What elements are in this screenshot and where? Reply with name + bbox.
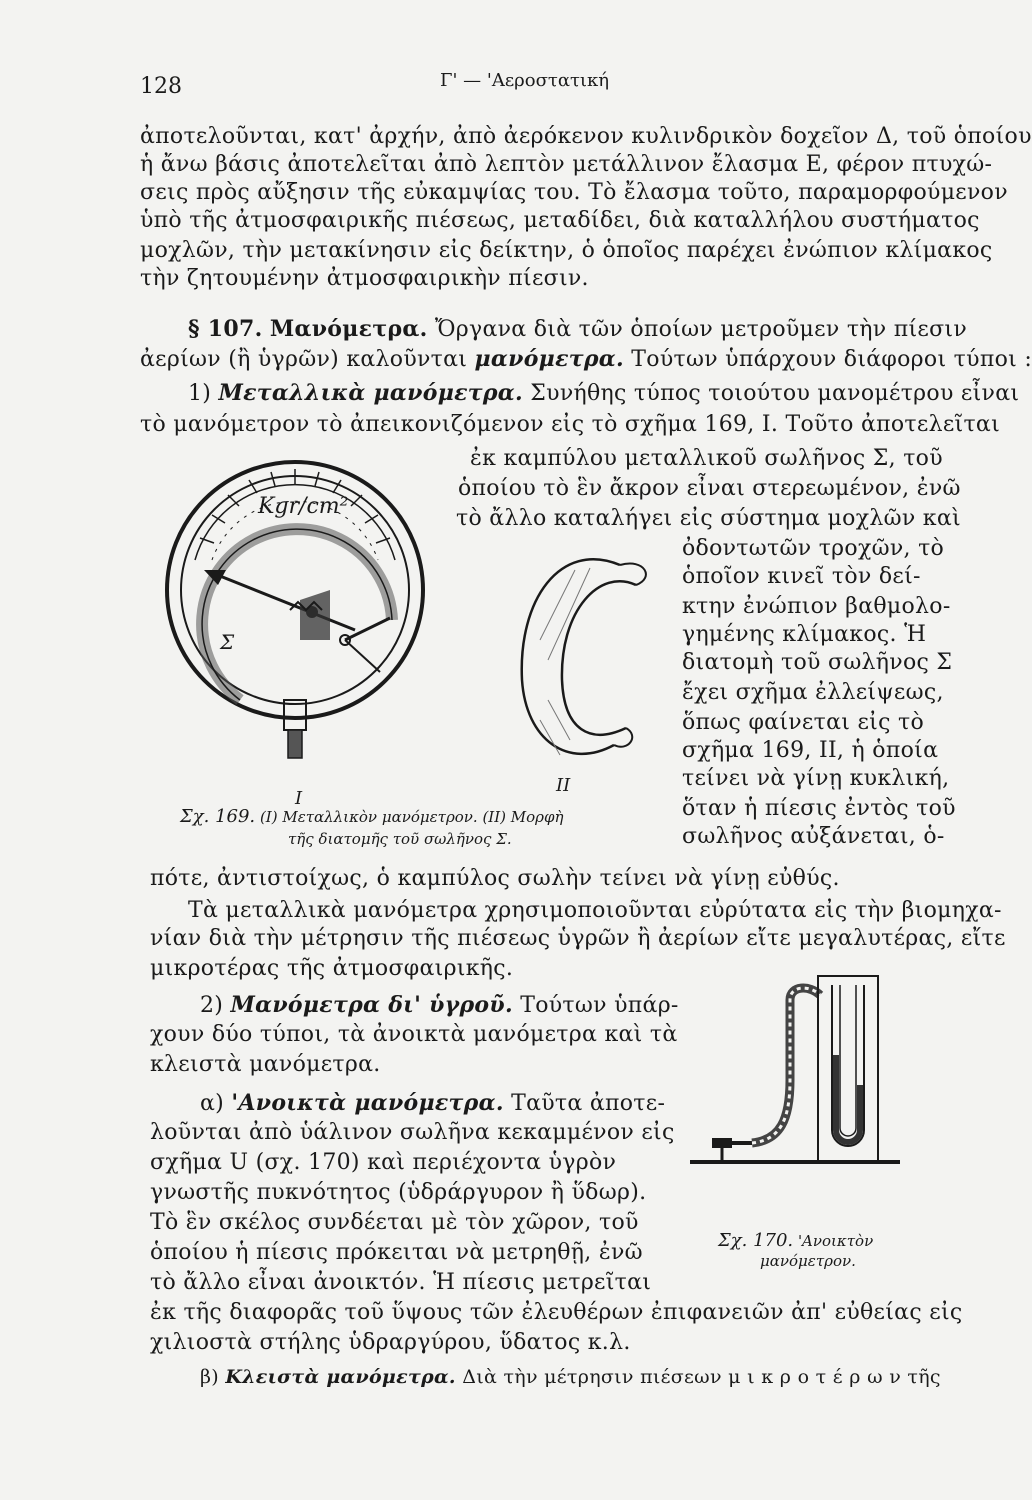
text-line: τείνει νὰ γίνῃ κυκλική, bbox=[682, 766, 950, 791]
text-line: τὸ μανόμετρον τὸ ἀπεικονιζόμενον εἰς τὸ σχῆμα 169, Ι. Τοῦτο ἀποτελεῖται bbox=[140, 412, 1001, 437]
text-line: μικροτέρας τῆς ἀτμοσφαιρικῆς. bbox=[150, 956, 514, 981]
section-number: § 107. bbox=[188, 316, 263, 342]
page-number: 128 bbox=[140, 74, 182, 99]
section-title: Μανόμετρα. bbox=[269, 316, 428, 342]
text-line: τὴν ζητουμένην ἀτμοσφαιρικὴν πίεσιν. bbox=[140, 266, 589, 291]
text-line: ὀδοντωτῶν τροχῶν, τὸ bbox=[682, 536, 945, 561]
text-run: α) bbox=[200, 1091, 225, 1116]
caption-number: Σχ. 169. bbox=[180, 806, 256, 827]
figure-caption-169-line2: τῆς διατομῆς τοῦ σωλῆνος Σ. bbox=[288, 830, 512, 848]
text-line: σεις πρὸς αὔξησιν τῆς εὐκαμψίας του. Τὸ ἔλασμα τοῦτο, παραμορφούμενον bbox=[140, 180, 1008, 205]
text-run: 1) bbox=[188, 381, 212, 406]
text-line: ἔχει σχῆμα ἐλλείψεως, bbox=[682, 680, 944, 705]
text-line: Τὸ ἓν σκέλος συνδέεται μὲ τὸν χῶρον, τοῦ bbox=[150, 1210, 639, 1235]
text-line: γημένης κλίμακος. Ἡ bbox=[682, 622, 927, 647]
dial-unit-label: Kgr/cm² bbox=[258, 494, 349, 519]
text-line: ὁποίου τὸ ἓν ἄκρον εἶναι στερεωμένον, ἐνῶ bbox=[458, 476, 961, 501]
section-text: Ὄργανα διὰ τῶν ὁποίων μετροῦμεν τὴν πίεσιν bbox=[434, 317, 968, 342]
text-line: σχῆμα 169, ΙΙ, ἡ ὁποία bbox=[682, 738, 939, 763]
text-run: 2) bbox=[200, 993, 224, 1018]
text-run: Τούτων ὑπάρχουν διάφοροι τύποι : bbox=[631, 347, 1032, 372]
text-line: ὁποῖον κινεῖ τὸν δεί- bbox=[682, 564, 921, 589]
text-line: τὸ ἄλλο εἶναι ἀνοικτόν. Ἡ πίεσις μετρεῖται bbox=[150, 1270, 652, 1295]
text-line: ἐκ τῆς διαφορᾶς τοῦ ὕψους τῶν ἐλευθέρων ἐπιφανειῶν ἀπ' εὐθείας εἰς bbox=[150, 1300, 963, 1325]
emphasis: Κλειστὰ μανόμετρα. bbox=[225, 1366, 456, 1388]
text-line: ὅταν ἡ πίεσις ἐντὸς τοῦ bbox=[682, 796, 956, 821]
text-line: μοχλῶν, τὴν μετακίνησιν εἰς δείκτην, ὁ ὁποῖος παρέχει ἐνώπιον κλίμακος bbox=[140, 238, 993, 263]
text-run: β) bbox=[200, 1366, 219, 1388]
text-line: πότε, ἀντιστοίχως, ὁ καμπύλος σωλὴν τείνει νὰ γίνῃ εὐθύς. bbox=[150, 866, 840, 891]
text-line: ἡ ἄνω βάσις ἀποτελεῖται ἀπὸ λεπτὸν μετάλλινον ἔλασμα Ε, φέρον πτυχώ- bbox=[140, 152, 993, 177]
text-line: ἐκ καμπύλου μεταλλικοῦ σωλῆνος Σ, τοῦ bbox=[470, 446, 943, 471]
text-line: ὑπὸ τῆς ἀτμοσφαιρικῆς πιέσεως, μεταδίδει, διὰ καταλλήλου συστήματος bbox=[140, 208, 980, 233]
text-run: Διὰ τὴν μέτρησιν πιέσεων μ ι κ ρ ο τ έ ρ ω ν τῆς bbox=[462, 1366, 941, 1388]
emphasis: Μανόμετρα δι' ὑγροῦ. bbox=[230, 992, 513, 1018]
text-line: κτην ἐνώπιον βαθμολο- bbox=[682, 594, 951, 619]
text-line: ὅπως φαίνεται εἰς τὸ bbox=[682, 710, 925, 735]
text-line: ὁποίου ἡ πίεσις πρόκειται νὰ μετρηθῇ, ἐνῶ bbox=[150, 1240, 643, 1265]
text-line: χιλιοστὰ στήλης ὑδραργύρου, ὕδατος κ.λ. bbox=[150, 1330, 631, 1355]
text-line: κλειστὰ μανόμετρα. bbox=[150, 1052, 381, 1077]
text-line: νίαν διὰ τὴν μέτρησιν τῆς πιέσεως ὑγρῶν ἢ ἀερίων εἴτε μεγαλυτέρας, εἴτε bbox=[150, 926, 1006, 951]
text-run: Συνήθης τύπος τοιούτου μανομέτρου εἶναι bbox=[530, 381, 1020, 406]
text-run: ἀερίων (ἢ ὑγρῶν) καλοῦνται bbox=[140, 347, 468, 372]
text-line: γνωστῆς πυκνότητος (ὑδράργυρον ἢ ὕδωρ). bbox=[150, 1180, 647, 1205]
text-line: σωλῆνος αὐξάνεται, ὁ- bbox=[682, 824, 945, 849]
emphasis: 'Ανοικτὰ μανόμετρα. bbox=[231, 1090, 504, 1116]
figure-caption-170 bbox=[718, 1230, 873, 1251]
text-line: Τὰ μεταλλικὰ μανόμετρα χρησιμοποιοῦνται εὐρύτατα εἰς τὴν βιομηχα- bbox=[188, 898, 1002, 923]
caption-number: Σχ. 170. bbox=[718, 1230, 794, 1251]
figure-label-I: Ι bbox=[295, 788, 303, 809]
text-line: διατομὴ τοῦ σωλῆνος Σ bbox=[682, 650, 953, 675]
caption-text: (Ι) Μεταλλικὸν μανόμετρον. (ΙΙ) Μορφὴ bbox=[259, 808, 564, 826]
text-line: χουν δύο τύποι, τὰ ἀνοικτὰ μανόμετρα καὶ τὰ bbox=[150, 1022, 678, 1047]
text-run: Ταῦτα ἀποτε- bbox=[511, 1091, 666, 1116]
caption-text: 'Ανοικτὸν bbox=[797, 1232, 874, 1250]
text-line: ἀποτελοῦνται, κατ' ἀρχήν, ἀπὸ ἀερόκενον κυλινδρικὸν δοχεῖον Δ, τοῦ ὁποίου bbox=[140, 124, 1032, 149]
emphasis: μανόμετρα. bbox=[474, 346, 624, 372]
running-title: Γ' — 'Αεροστατική bbox=[440, 70, 610, 91]
figure-label-II: ΙΙ bbox=[556, 775, 571, 796]
figure-caption-170-line2: μανόμετρον. bbox=[760, 1252, 856, 1270]
text-line: λοῦνται ἀπὸ ὑάλινον σωλῆνα κεκαμμένον εἰς bbox=[150, 1120, 675, 1145]
text-line: τὸ ἄλλο καταλήγει εἰς σύστημα μοχλῶν καὶ bbox=[456, 506, 961, 531]
text-run: Τούτων ὑπάρ- bbox=[520, 993, 679, 1018]
text-line: σχῆμα U (σχ. 170) καὶ περιέχοντα ὑγρὸν bbox=[150, 1150, 617, 1175]
emphasis: Μεταλλικὰ μανόμετρα. bbox=[218, 380, 523, 406]
sigma-label: Σ bbox=[220, 630, 235, 654]
